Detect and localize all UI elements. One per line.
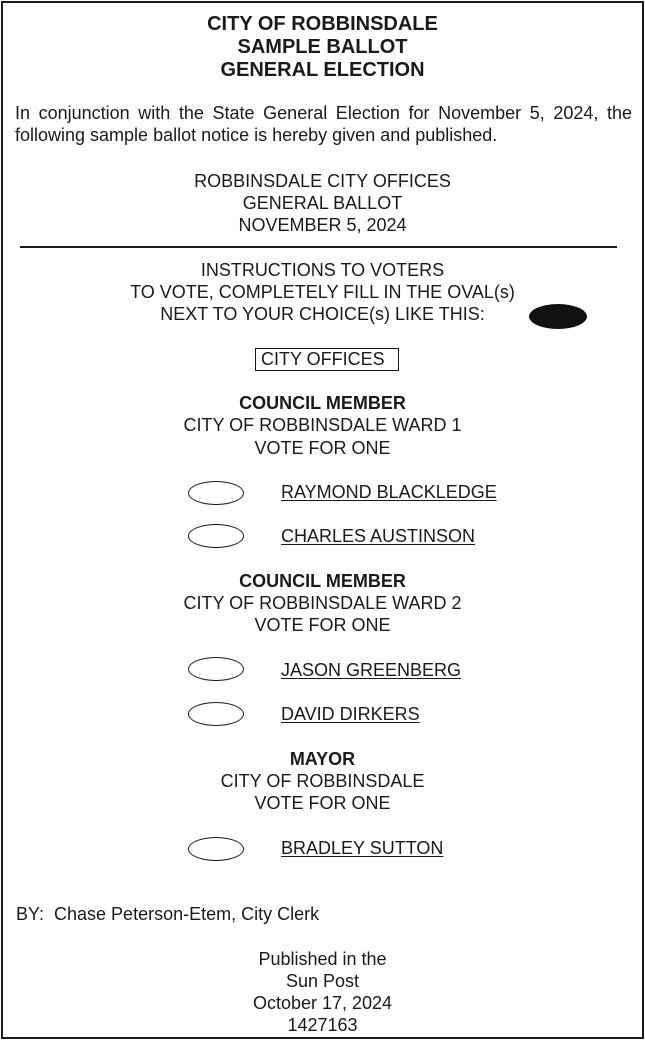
title-general-election: GENERAL ELECTION [220,59,425,81]
candidate-raymond-blackledge: RAYMOND BLACKLEDGE [281,482,497,502]
candidate-charles-austinson: CHARLES AUSTINSON [281,526,476,546]
vote-oval-david-dirkers[interactable] [188,702,244,726]
instructions-line-fill: TO VOTE, COMPLETELY FILL IN THE OVAL(s) [130,282,515,302]
race-1-office: COUNCIL MEMBER [239,393,406,413]
title-city: CITY OF ROBBINSDALE [207,13,438,35]
section-heading-city-offices: CITY OFFICES [255,348,399,371]
race-2-district: CITY OF ROBBINSDALE WARD 2 [183,593,462,613]
candidate-david-dirkers: DAVID DIRKERS [281,704,420,724]
race-2-office: COUNCIL MEMBER [239,571,406,591]
publication-date: October 17, 2024 [252,993,393,1013]
race-2-vote-for: VOTE FOR ONE [254,615,391,635]
ballot-heading-offices: ROBBINSDALE CITY OFFICES [194,171,451,191]
race-3-office: MAYOR [289,749,356,769]
example-filled-oval [529,304,587,329]
vote-oval-raymond-blackledge[interactable] [188,481,244,505]
race-3-district: CITY OF ROBBINSDALE [220,771,425,791]
publication-newspaper: Sun Post [285,971,360,991]
instructions-line-example: NEXT TO YOUR CHOICE(s) LIKE THIS: [160,304,485,324]
vote-oval-jason-greenberg[interactable] [188,657,244,681]
candidate-jason-greenberg: JASON GREENBERG [281,660,462,680]
ballot-heading-date: NOVEMBER 5, 2024 [238,215,407,235]
candidate-bradley-sutton: BRADLEY SUTTON [281,838,444,858]
divider-rule [20,246,617,248]
race-3-vote-for: VOTE FOR ONE [254,793,391,813]
publication-notice-number: 1427163 [287,1015,358,1035]
intro-paragraph: In conjunction with the State General Election for November 5, 2024, the following sample ballot notice is hereby given and published. [15,103,632,145]
clerk-signature-line: BY: Chase Peterson-Etem, City Clerk [16,904,320,924]
ballot-heading-general: GENERAL BALLOT [242,193,403,213]
publication-line-published: Published in the [258,949,387,969]
instructions-title: INSTRUCTIONS TO VOTERS [200,260,445,280]
race-1-vote-for: VOTE FOR ONE [254,438,391,458]
sample-ballot-notice [1,1,644,1039]
vote-oval-bradley-sutton[interactable] [188,837,244,861]
vote-oval-charles-austinson[interactable] [188,524,244,548]
race-1-district: CITY OF ROBBINSDALE WARD 1 [183,415,462,435]
title-sample-ballot: SAMPLE BALLOT [237,36,408,58]
